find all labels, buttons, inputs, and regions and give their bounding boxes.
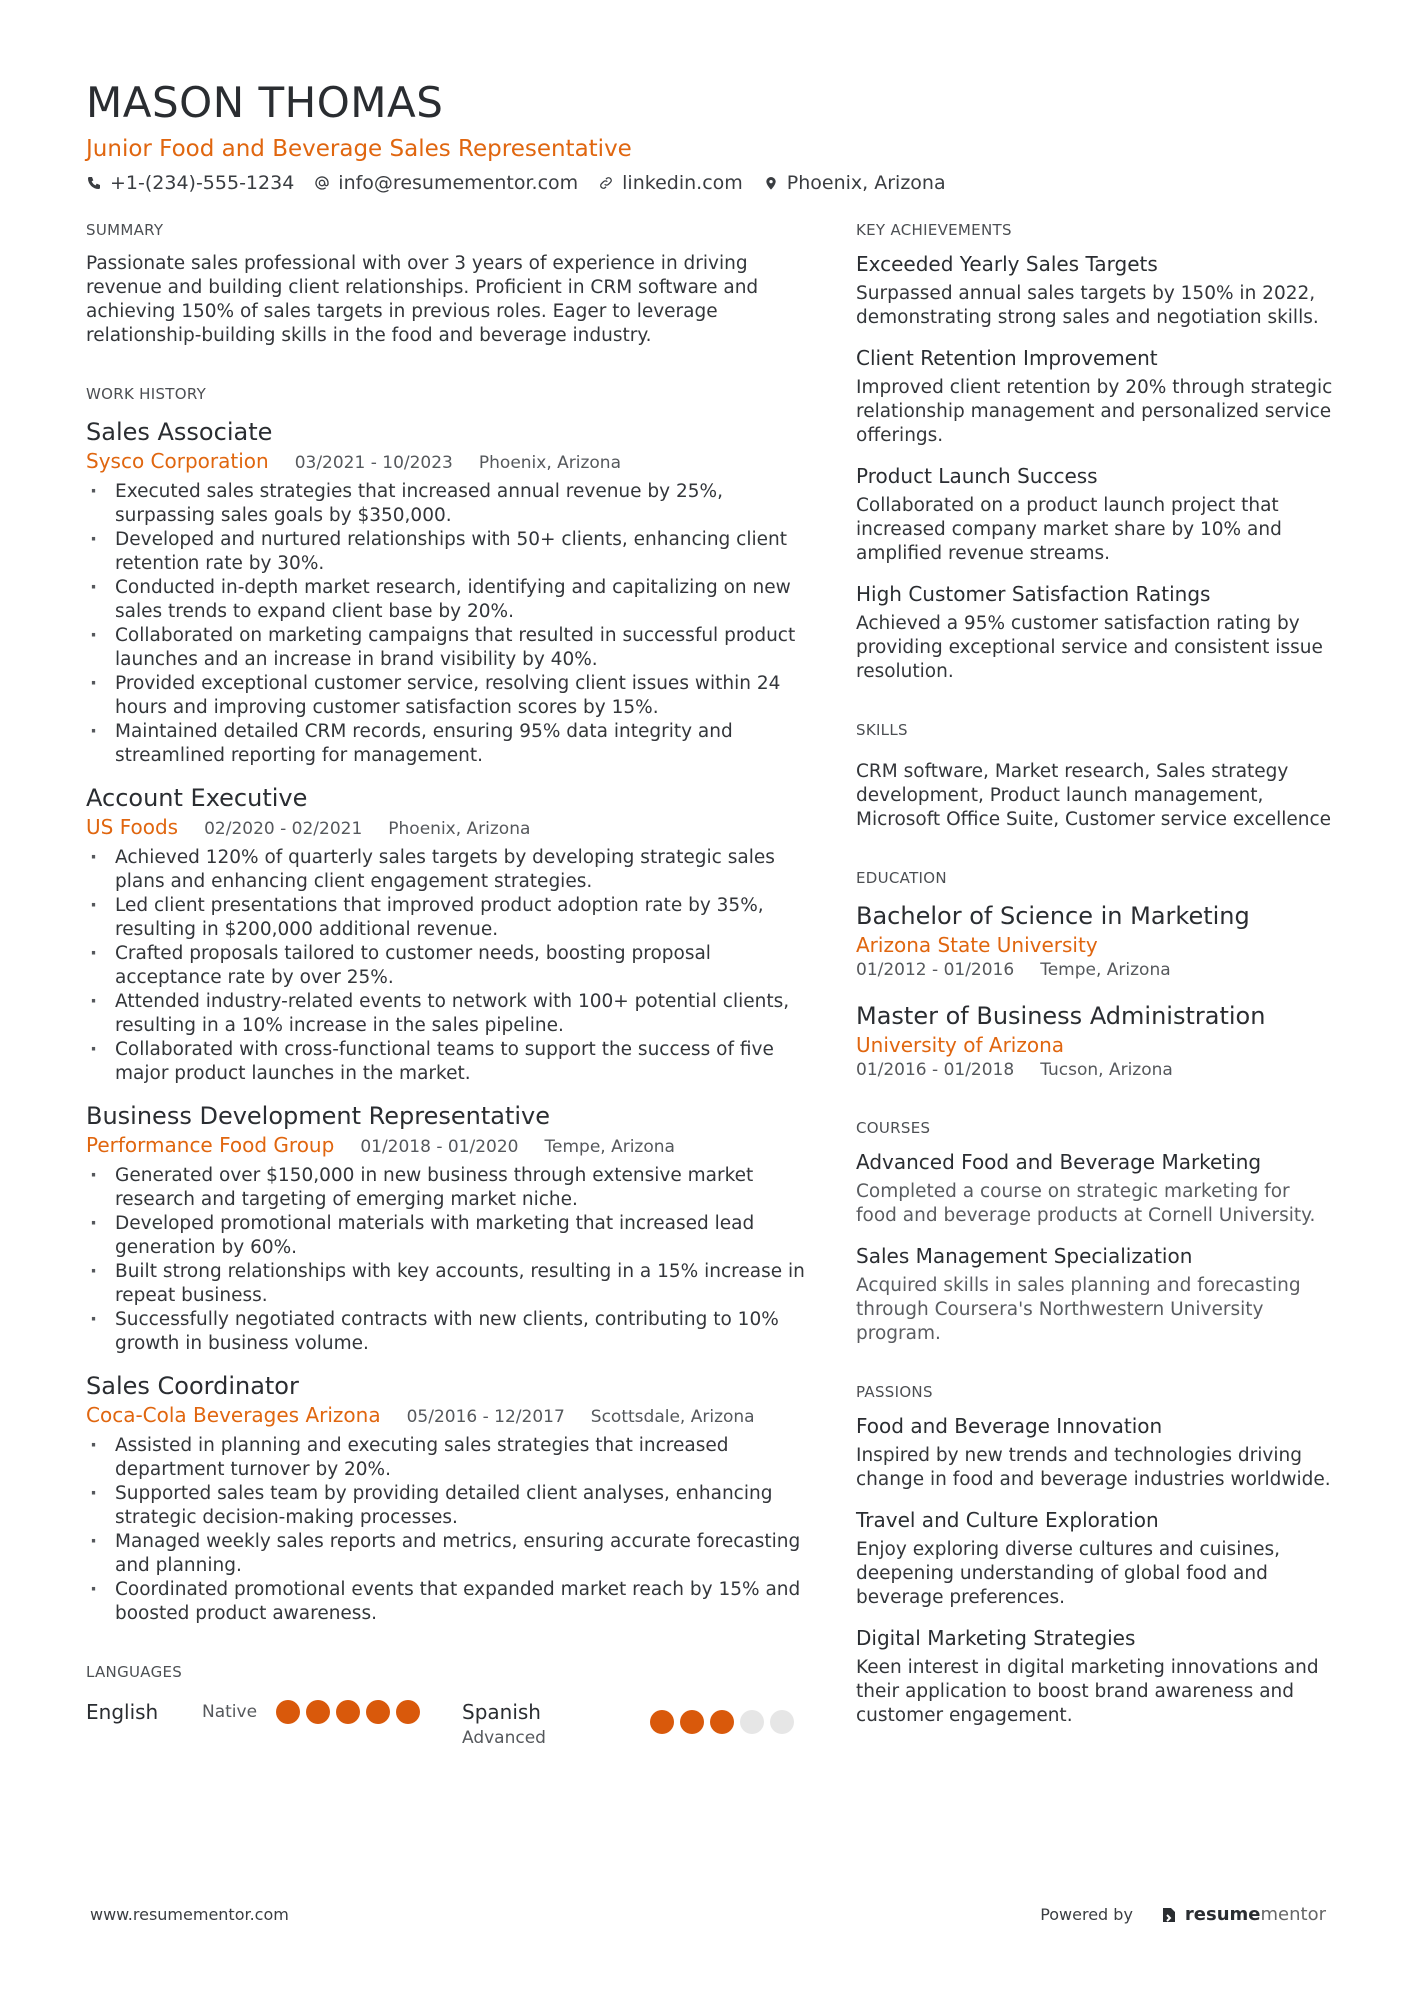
list-item — [856, 462, 1336, 566]
degree-title: Master of Business Administration — [856, 1002, 1266, 1030]
school-name: Arizona State University — [856, 933, 1098, 957]
resumementor-logo-icon — [1161, 1906, 1177, 1924]
bullet-item: · Generated over $150,000 in new business through extensive market research and targeting of emerging market niche. — [86, 1164, 806, 1212]
job-entry — [86, 1100, 806, 1356]
bullet-item: · Maintained detailed CRM records, ensuring 95% data integrity and streamlined reporting for management. — [86, 720, 806, 768]
candidate-title: Junior Food and Beverage Sales Representative — [86, 136, 632, 162]
education-meta — [856, 958, 1336, 982]
language-level: Advanced — [462, 1728, 546, 1748]
left-column — [86, 220, 806, 1750]
job-meta — [86, 814, 806, 842]
job-meta — [86, 1402, 806, 1430]
item-title: High Customer Satisfaction Ratings — [856, 582, 1211, 606]
powered-by-label: Powered by — [1040, 1905, 1133, 1924]
language-level: Native — [202, 1702, 258, 1722]
map-pin-icon — [763, 175, 779, 191]
page-footer — [90, 1904, 1326, 1925]
degree-title: Bachelor of Science in Marketing — [856, 902, 1250, 930]
job-entry — [86, 416, 806, 768]
bullet-item: · Collaborated on marketing campaigns that resulted in successful product launches and an increase in brand visibility by 40%. — [86, 624, 806, 672]
bullet-item: · Developed promotional materials with marketing that increased lead generation by 60%. — [86, 1212, 806, 1260]
footer-website[interactable]: www.resumementor.com — [90, 1905, 289, 1924]
right-column — [856, 220, 1336, 1728]
job-meta — [86, 1132, 806, 1160]
language-name: English — [86, 1700, 159, 1724]
bullet-item: · Built strong relationships with key accounts, resulting in a 15% increase in repeat business. — [86, 1260, 806, 1308]
rating-dot — [276, 1700, 300, 1724]
job-title: Business Development Representative — [86, 1102, 551, 1130]
education-list — [856, 900, 1336, 1082]
item-description: Inspired by new trends and technologies driving change in food and beverage industries worldwide. — [856, 1445, 1331, 1490]
education-location: Tempe, Arizona — [1040, 960, 1171, 980]
bullet-item: · Successfully negotiated contracts with new clients, contributing to 10% growth in business volume. — [86, 1308, 806, 1356]
company-name: Performance Food Group — [86, 1133, 335, 1157]
bullet-item: · Crafted proposals tailored to customer needs, boosting proposal acceptance rate by over 25%. — [86, 942, 806, 990]
list-item — [856, 580, 1336, 684]
job-bullets — [86, 1434, 806, 1626]
bullet-item: · Executed sales strategies that increased annual revenue by 25%, surpassing sales goals by $350,000. — [86, 480, 806, 528]
bullet-item: · Supported sales team by providing detailed client analyses, enhancing strategic decision-making processes. — [86, 1482, 806, 1530]
item-title: Food and Beverage Innovation — [856, 1414, 1163, 1438]
company-name: US Foods — [86, 815, 179, 839]
job-title: Sales Coordinator — [86, 1372, 299, 1400]
job-location: Phoenix, Arizona — [478, 453, 621, 473]
section-label: COURSES — [856, 1119, 931, 1137]
language-list — [86, 1698, 806, 1750]
list-item — [856, 344, 1336, 448]
rating-dot — [366, 1700, 390, 1724]
linkedin-text: linkedin.com — [622, 172, 743, 194]
brand-light: mentor — [1260, 1904, 1326, 1925]
education-dates: 01/2016 - 01/2018 — [856, 1060, 1015, 1080]
summary-text: Passionate sales professional with over 3 years of experience in driving revenue and building client relationships. Proficient in CRM software and achieving 150% of sales targets in previous roles. Eager to leverage relationship-building skills in the food and beverage industry. — [86, 253, 759, 346]
item-title: Sales Management Specialization — [856, 1244, 1193, 1268]
courses-section — [856, 1118, 1336, 1346]
job-meta — [86, 448, 806, 476]
contact-email[interactable] — [314, 170, 578, 196]
job-entry — [86, 1370, 806, 1626]
bullet-item: · Conducted in-depth market research, identifying and capitalizing on new sales trends to expand client base by 20%. — [86, 576, 806, 624]
bullet-item: · Provided exceptional customer service, resolving client issues within 24 hours and improving customer satisfaction scores by 15%. — [86, 672, 806, 720]
rating-dot — [396, 1700, 420, 1724]
passion-list — [856, 1412, 1336, 1728]
phone-icon — [86, 175, 102, 191]
item-title: Product Launch Success — [856, 464, 1098, 488]
item-description: Improved client retention by 20% through strategic relationship management and personalized service offerings. — [856, 377, 1333, 446]
contact-bar — [86, 170, 1326, 196]
email-text: info@resumementor.com — [338, 172, 579, 194]
item-title: Client Retention Improvement — [856, 346, 1158, 370]
course-list — [856, 1148, 1336, 1346]
education-entry — [856, 900, 1336, 982]
powered-by — [1040, 1904, 1326, 1925]
language-text — [462, 1698, 650, 1750]
section-label: WORK HISTORY — [86, 385, 207, 403]
link-icon — [598, 175, 614, 191]
section-label: EDUCATION — [856, 869, 947, 887]
skills-section — [856, 720, 1336, 832]
item-description: Acquired skills in sales planning and forecasting through Coursera's Northwestern University program. — [856, 1275, 1301, 1344]
school-name: University of Arizona — [856, 1033, 1065, 1057]
section-label: KEY ACHIEVEMENTS — [856, 221, 1012, 239]
item-title: Digital Marketing Strategies — [856, 1626, 1136, 1650]
bullet-item: · Assisted in planning and executing sales strategies that increased department turnover by 20%. — [86, 1434, 806, 1482]
education-entry — [856, 1000, 1336, 1082]
rating-dots — [650, 1710, 794, 1734]
brand-bold: resume — [1184, 1904, 1261, 1925]
language-item — [86, 1698, 462, 1726]
section-label: SUMMARY — [86, 221, 164, 239]
list-item — [856, 1148, 1336, 1228]
item-description: Achieved a 95% customer satisfaction rating by providing exceptional service and consistent issue resolution. — [856, 613, 1323, 682]
item-description: Completed a course on strategic marketing for food and beverage products at Cornell University. — [856, 1181, 1316, 1226]
at-icon — [314, 175, 330, 191]
education-meta — [856, 1058, 1336, 1082]
bullet-item: · Achieved 120% of quarterly sales targets by developing strategic sales plans and enhancing client engagement strategies. — [86, 846, 806, 894]
section-label: LANGUAGES — [86, 1663, 183, 1681]
job-title: Sales Associate — [86, 418, 273, 446]
language-name: Spanish — [462, 1700, 541, 1724]
contact-location — [763, 170, 946, 196]
bullet-item: · Coordinated promotional events that expanded market reach by 15% and boosted product awareness. — [86, 1578, 806, 1626]
job-title: Account Executive — [86, 784, 308, 812]
item-description: Surpassed annual sales targets by 150% in 2022, demonstrating strong sales and negotiation skills. — [856, 283, 1319, 328]
education-location: Tucson, Arizona — [1040, 1060, 1173, 1080]
company-name: Coca-Cola Beverages Arizona — [86, 1403, 381, 1427]
contact-linkedin[interactable] — [598, 170, 743, 196]
job-bullets — [86, 846, 806, 1086]
bullet-item: · Led client presentations that improved product adoption rate by 35%, resulting in $200,000 additional revenue. — [86, 894, 806, 942]
list-item — [856, 1412, 1336, 1492]
resume-header — [86, 78, 1326, 196]
job-dates: 03/2021 - 10/2023 — [294, 453, 453, 473]
item-title: Travel and Culture Exploration — [856, 1508, 1159, 1532]
bullet-item: · Collaborated with cross-functional teams to support the success of five major product launches in the market. — [86, 1038, 806, 1086]
candidate-name: MASON THOMAS — [86, 78, 444, 127]
job-bullets — [86, 480, 806, 768]
list-item — [856, 1242, 1336, 1346]
bullet-item: · Developed and nurtured relationships with 50+ clients, enhancing client retention rate by 30%. — [86, 528, 806, 576]
list-item — [856, 250, 1336, 330]
item-title: Exceeded Yearly Sales Targets — [856, 252, 1158, 276]
location-text: Phoenix, Arizona — [786, 172, 946, 194]
languages-section — [86, 1662, 806, 1750]
education-dates: 01/2012 - 01/2016 — [856, 960, 1015, 980]
job-dates: 05/2016 - 12/2017 — [406, 1407, 565, 1427]
rating-dot — [650, 1710, 674, 1734]
job-list — [86, 416, 806, 1626]
rating-dot — [306, 1700, 330, 1724]
rating-dot — [680, 1710, 704, 1734]
contact-phone[interactable] — [86, 170, 294, 196]
brand-logo[interactable] — [1161, 1904, 1326, 1925]
rating-dot — [740, 1710, 764, 1734]
item-description: Keen interest in digital marketing innovations and their application to boost brand awareness and customer engagement. — [856, 1657, 1319, 1726]
job-dates: 01/2018 - 01/2020 — [360, 1137, 519, 1157]
section-label: SKILLS — [856, 721, 908, 739]
skills-text: CRM software, Market research, Sales strategy development, Product launch management, Microsoft Office Suite, Customer service excellence — [856, 761, 1332, 830]
rating-dots — [276, 1700, 420, 1724]
job-location: Phoenix, Arizona — [388, 819, 531, 839]
rating-dot — [336, 1700, 360, 1724]
bullet-item: · Managed weekly sales reports and metrics, ensuring accurate forecasting and planning. — [86, 1530, 806, 1578]
bullet-item: · Attended industry-related events to network with 100+ potential clients, resulting in a 10% increase in the sales pipeline. — [86, 990, 806, 1038]
rating-dot — [770, 1710, 794, 1734]
work-history-section — [86, 384, 806, 1626]
item-description: Collaborated on a product launch project that increased company market share by 10% and amplified revenue streams. — [856, 495, 1282, 564]
list-item — [856, 1624, 1336, 1728]
summary-section — [86, 220, 806, 348]
passions-section — [856, 1382, 1336, 1728]
achievements-section — [856, 220, 1336, 684]
job-dates: 02/2020 - 02/2021 — [204, 819, 363, 839]
achievement-list — [856, 250, 1336, 684]
company-name: Sysco Corporation — [86, 449, 269, 473]
job-location: Tempe, Arizona — [544, 1137, 675, 1157]
job-location: Scottsdale, Arizona — [590, 1407, 755, 1427]
list-item — [856, 1506, 1336, 1610]
education-section — [856, 868, 1336, 1082]
language-item — [462, 1698, 806, 1750]
item-description: Enjoy exploring diverse cultures and cuisines, deepening understanding of global food and beverage preferences. — [856, 1539, 1280, 1608]
phone-text: +1-(234)-555-1234 — [110, 172, 295, 194]
section-label: PASSIONS — [856, 1383, 933, 1401]
job-bullets — [86, 1164, 806, 1356]
job-entry — [86, 782, 806, 1086]
item-title: Advanced Food and Beverage Marketing — [856, 1150, 1262, 1174]
rating-dot — [710, 1710, 734, 1734]
